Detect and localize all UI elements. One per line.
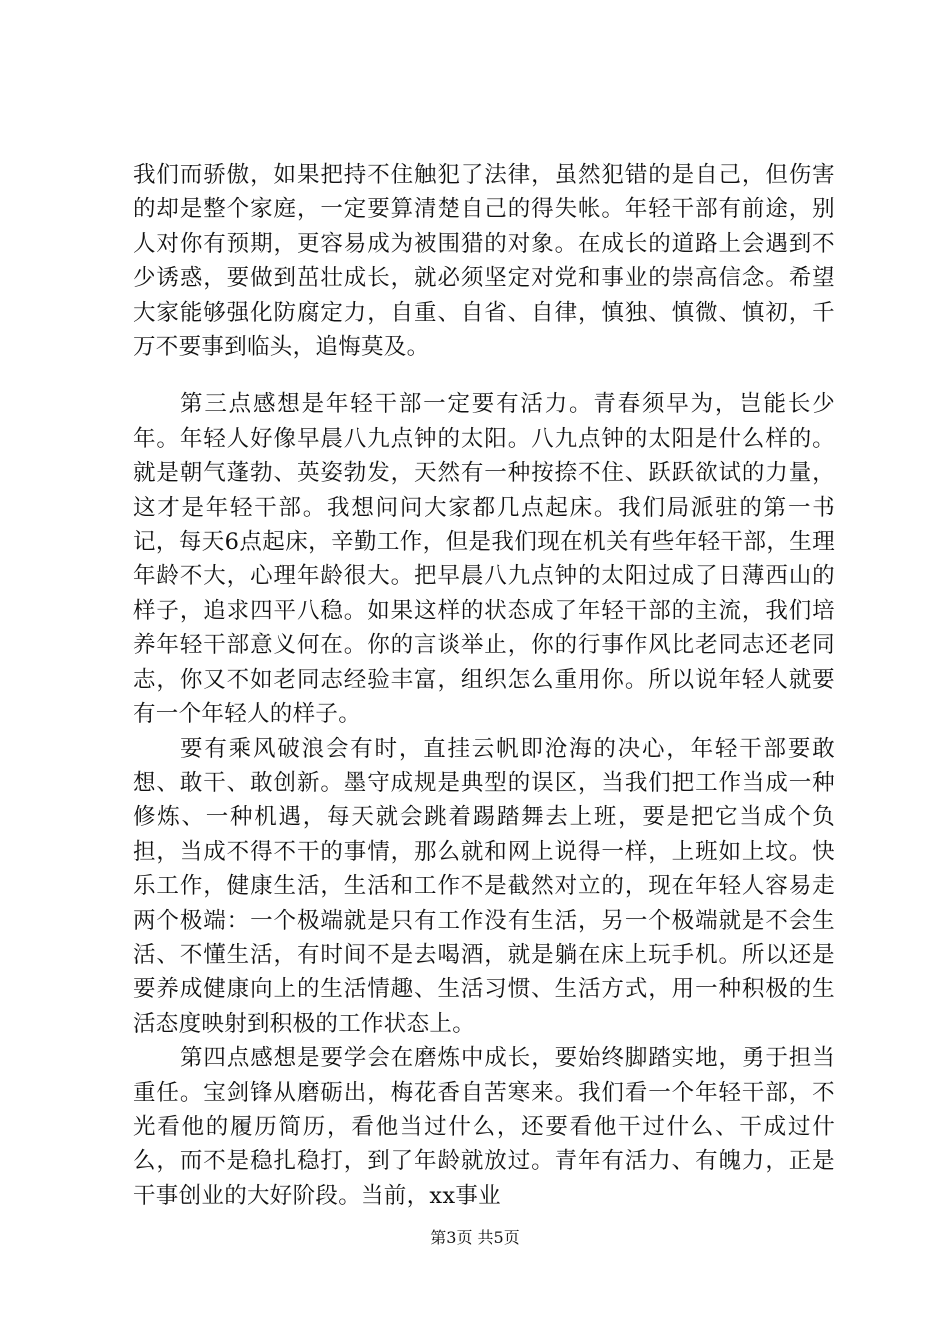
document-body <box>133 158 835 1213</box>
paragraph-ride-the-wind: 要有乘风破浪会有时，直挂云帆即沧海的决心，年轻干部要敢想、敢干、敢创新。墨守成规是典型的误区，当我们把工作当成一种修炼、一种机遇，每天就会跳着踢踏舞去上班，要是把它当成个负担，当成不得不干的事情，那么就和网上说得一样，上班如上坟。快乐工作，健康生活，生活和工作不是截然对立的，现在年轻人容易走两个极端：一个极端就是只有工作没有生活，另一个极端就是不会生活、不懂生活，有时间不是去喝酒，就是躺在床上玩手机。所以还是要养成健康向上的生活情趣、生活习惯、生活方式，用一种积极的生活态度映射到积极的工作状态上。 <box>133 735 835 1037</box>
page-footer: 第3页 共5页 <box>430 1228 520 1247</box>
paragraph-continuation: 我们而骄傲，如果把持不住触犯了法律，虽然犯错的是自己，但伤害的却是整个家庭，一定要算清楚自己的得失帐。年轻干部有前途，别人对你有预期，更容易成为被围猎的对象。在成长的道路上会遇到不少诱惑，要做到茁壮成长，就必须坚定对党和事业的崇高信念。希望大家能够强化防腐定力，自重、自省、自律，慎独、慎微、慎初，千万不要事到临头，追悔莫及。 <box>133 162 835 361</box>
paragraph-fourth-point: 第四点感想是要学会在磨炼中成长，要始终脚踏实地，勇于担当重任。宝剑锋从磨砺出，梅花香自苦寒来。我们看一个年轻干部，不光看他的履历简历，看他当过什么，还要看他干过什么、干成过什么，而不是稳扎稳打，到了年龄就放过。青年有活力、有魄力，正是干事创业的大好阶段。当前，xx事业 <box>133 1045 835 1209</box>
paragraph-third-point: 第三点感想是年轻干部一定要有活力。青春须早为，岂能长少年。年轻人好像早晨八九点钟的太阳。八九点钟的太阳是什么样的。就是朝气蓬勃、英姿勃发，天然有一种按捺不住、跃跃欲试的力量，这才是年轻干部。我想问问大家都几点起床。我们局派驻的第一书记，每天6点起床，辛勤工作，但是我们现在机关有些年轻干部，生理年龄不大，心理年龄很大。把早晨八九点钟的太阳过成了日薄西山的样子，追求四平八稳。如果这样的状态成了年轻干部的主流，我们培养年轻干部意义何在。你的言谈举止，你的行事作风比老同志还老同志，你又不如老同志经验丰富，组织怎么重用你。所以说年轻人就要有一个年轻人的样子。 <box>133 391 835 728</box>
